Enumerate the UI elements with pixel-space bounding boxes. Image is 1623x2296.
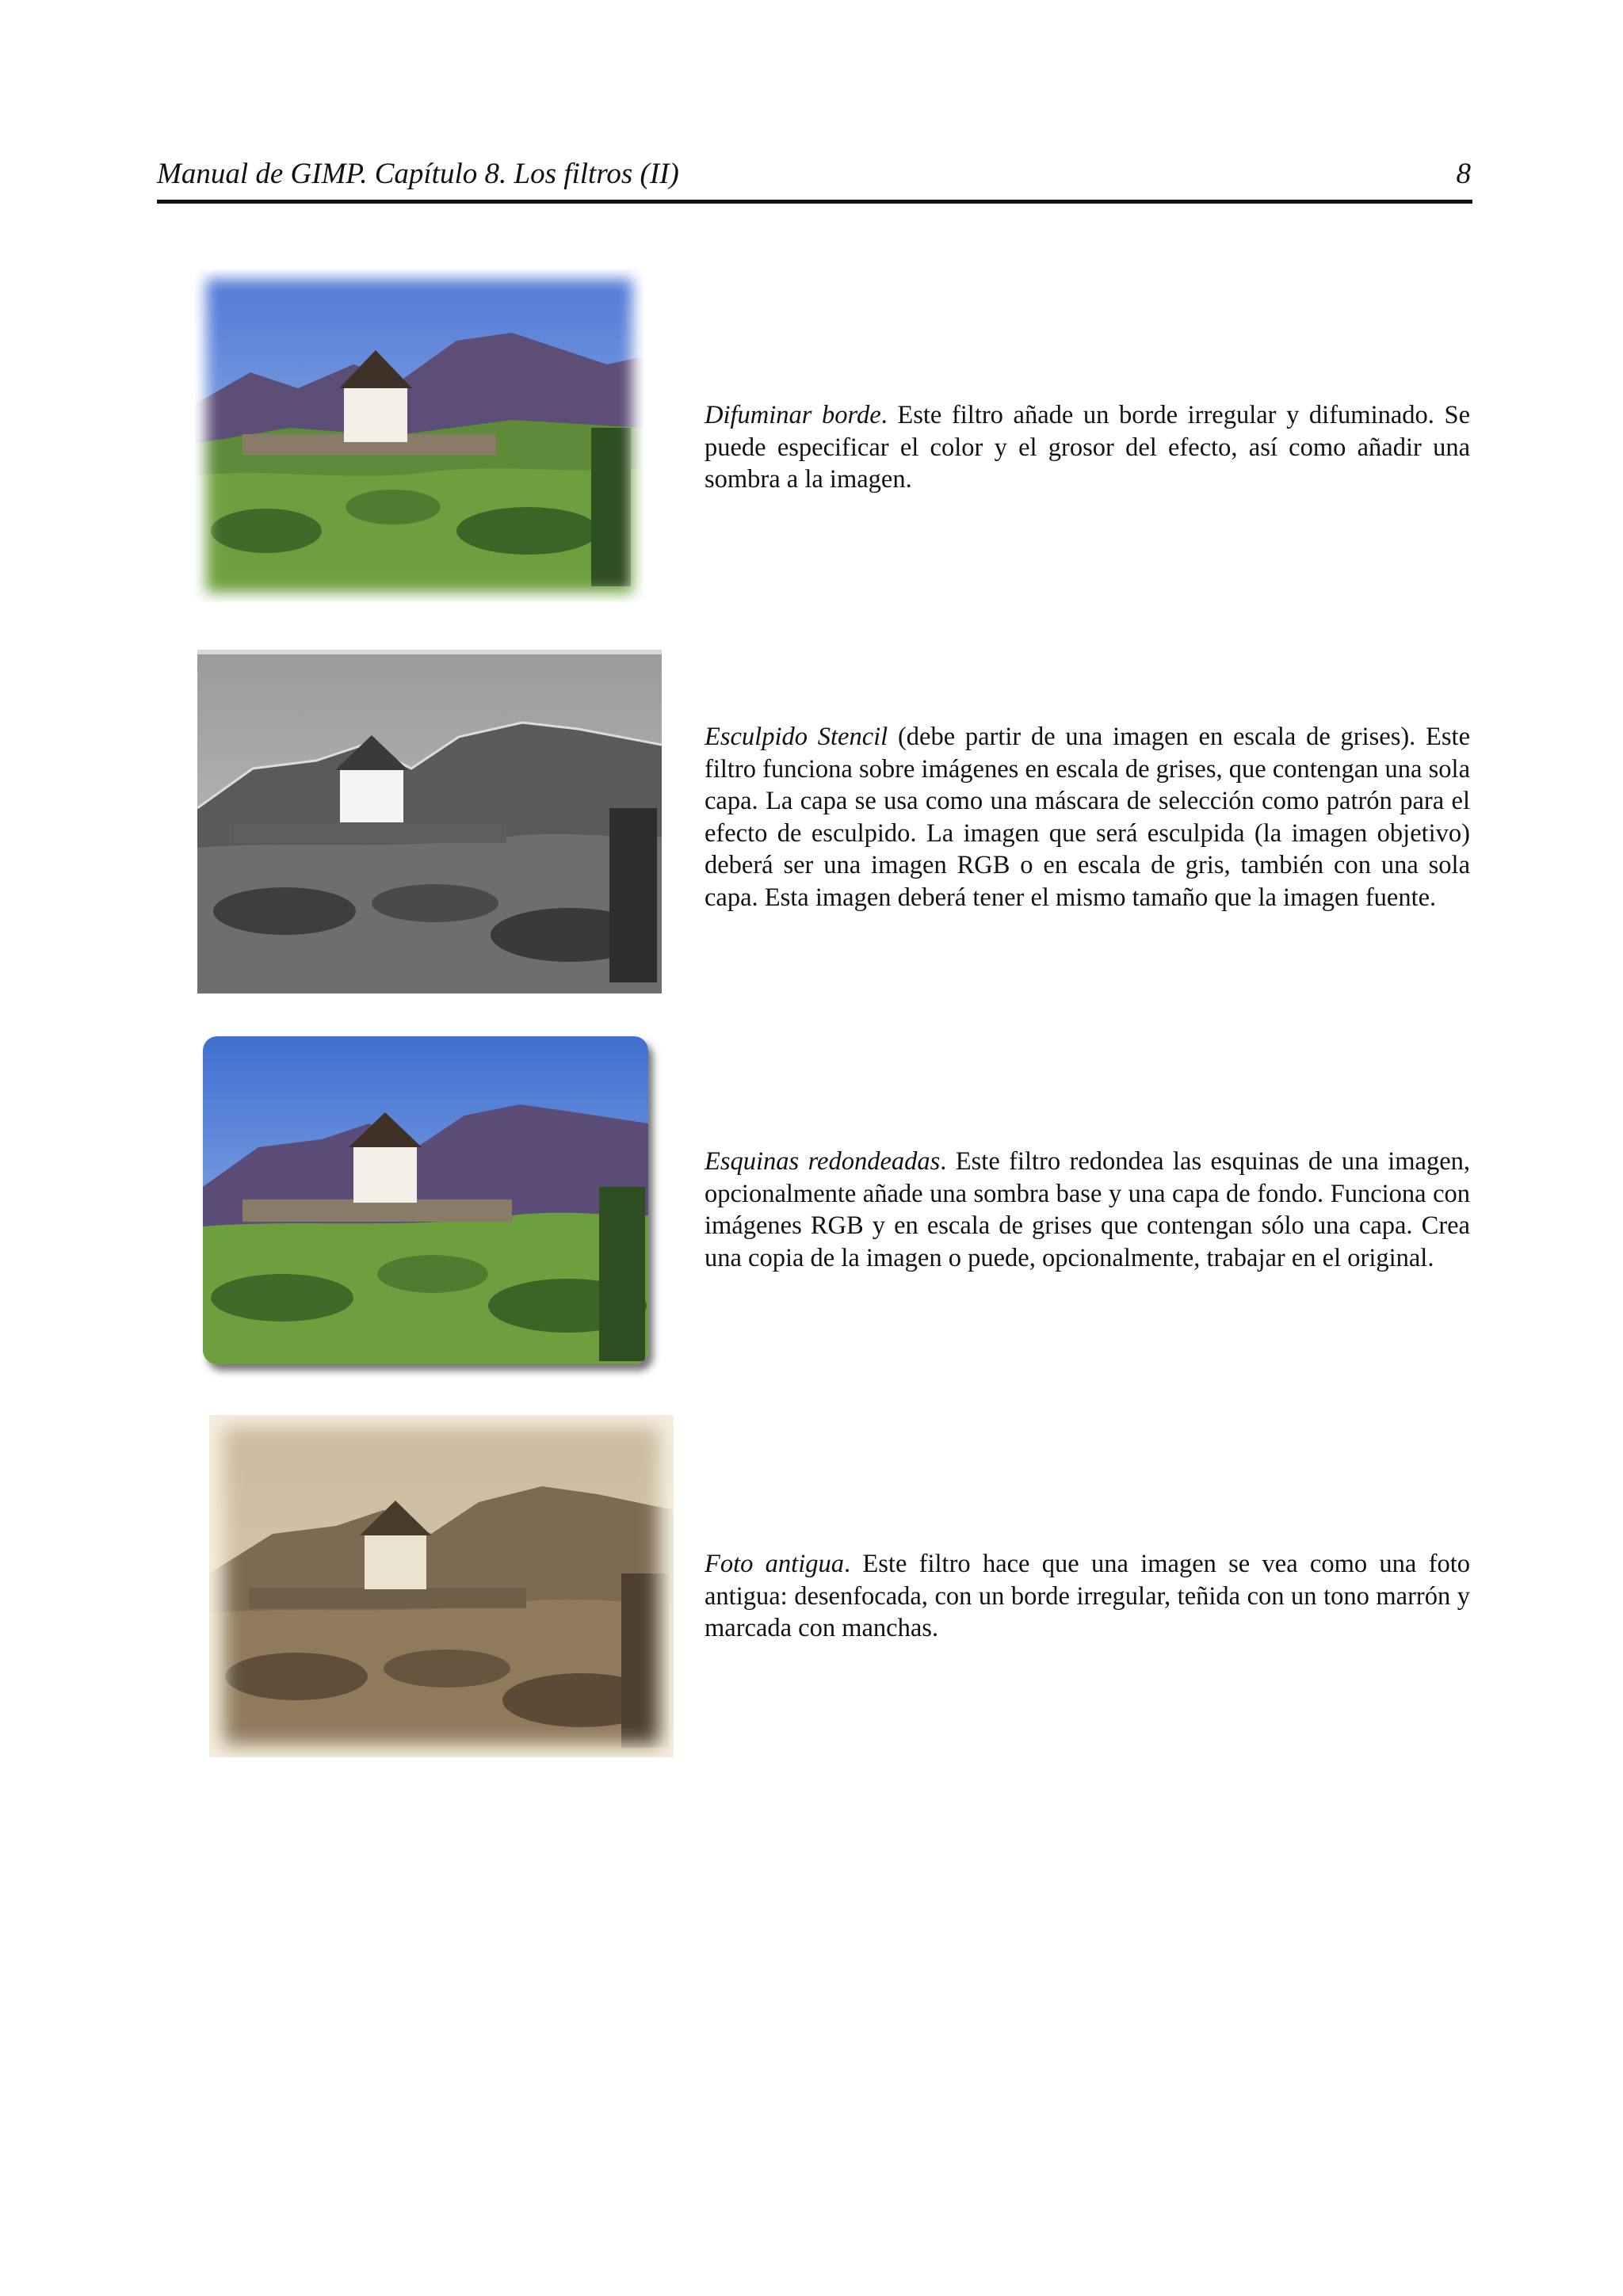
windmill-photo-rounded-corners: [203, 1036, 648, 1364]
page-header: [157, 152, 1472, 204]
header-title: Manual de GIMP. Capítulo 8. Los filtros (II): [157, 158, 679, 190]
windmill-photo-old-sepia: [209, 1415, 674, 1757]
filter-term: Esculpido Stencil: [705, 723, 888, 751]
filter-term: Foto antigua: [705, 1550, 844, 1578]
windmill-photo-blurred-border: [195, 269, 643, 602]
filter-description: [705, 1548, 1470, 1645]
filter-text: (debe partir de una imagen en escala de grises). Este filtro funciona sobre imágenes en escala de grises, que contengan una sola capa. La capa se usa como una máscara de selección como patrón para el efecto de esculpido. La imagen que será esculpida (la imagen objetivo) deberá ser una imagen RGB o en escala de gris, también con una sola capa. Esta imagen deberá tener el mismo tamaño que la imagen fuente.: [705, 723, 1470, 912]
filter-description: [705, 721, 1470, 913]
filter-text: . Este filtro hace que una imagen se vea como una foto antigua: desenfocada, con un borde irregular, teñida con un tono marrón y marcada con manchas.: [705, 1550, 1470, 1642]
filter-text: . Este filtro añade un borde irregular y difuminado. Se puede especificar el color y el grosor del efecto, así como añadir una sombra a la imagen.: [705, 401, 1470, 494]
page-number: 8: [1456, 158, 1471, 190]
windmill-photo-grayscale-stencil: [197, 650, 662, 994]
filter-term: Difuminar borde: [705, 401, 881, 429]
filter-text: . Este filtro redondea las esquinas de una imagen, opcionalmente añade una sombra base y una capa de fondo. Funciona con imágenes RGB y en escala de grises que contengan sólo una capa. Crea una copia de la imagen o puede, opcionalmente, trabajar en el original.: [705, 1147, 1470, 1272]
filter-description: [705, 399, 1470, 496]
filter-term: Esquinas redondeadas: [705, 1147, 941, 1176]
filter-description: [705, 1146, 1470, 1274]
